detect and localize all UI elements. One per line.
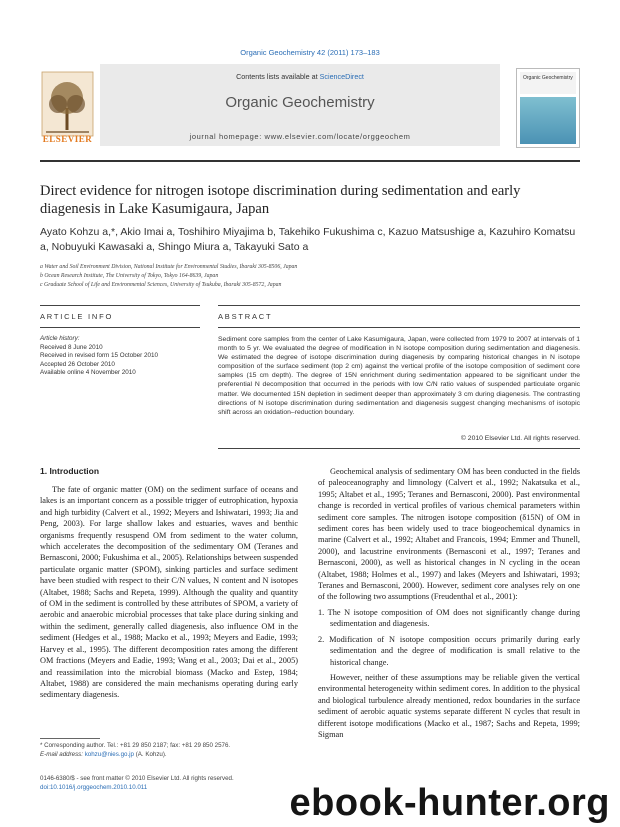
abstract-label: ABSTRACT bbox=[218, 312, 273, 321]
history-accepted: Accepted 26 October 2010 bbox=[40, 360, 115, 368]
copyright-line: © 2010 Elsevier Ltd. All rights reserved. bbox=[460, 435, 580, 442]
cover-journal-name: Organic Geochemistry bbox=[523, 75, 573, 81]
affiliations bbox=[40, 263, 580, 290]
footnote bbox=[40, 742, 300, 759]
intro-paragraph: The fate of organic matter (OM) on the sediment surface of oceans and lakes is an important concern as a possible trigger of eutrophication, hypoxia and high turbidity (Calvert et al., 1992; Meyers and Ishiwatari, 1993; Jia and Peng, 2003). For large shallow lakes and estuaries, waves and benthic organisms frequently resuspend OM from sediment to the water column, which accelerates the decomposition of the sedimentary OM (Teranes and Bernasconi, 2000; Fukushima et al., 2005). Relationships between suspended particulate organic matter (SPOM), sinking particles and surface sediment have been studied with respect to their C/N values, N content and N isotopes (Altabet, 1988; Sachs and Repeta, 1999). Although the quality and quantity of OM in the sediment is controlled by these attributes of SPOM, a variety of aerobic and anaerobic microbial processes that take place during sinking and within the sediment, generally called diagenesis, also influence OM in the sediment (Hedges et al., 1988; Macko et al., 1993; Meyers and Eadie, 1993; Harvey et al., 1995). The different decomposition rates among the different OM fractions (Meyers and Eadie, 1993; Wang et al., 2003; Dai et al., 2005) and reassimilation into the microbial biomass (Macko and Estep, 1984; Altabet, 1988) are considered the main mechanisms operating during early sedimentary diagenesis. bbox=[40, 485, 298, 700]
history-received: Received 8 June 2010 bbox=[40, 343, 103, 351]
masthead bbox=[40, 64, 580, 159]
article-title: Direct evidence for nitrogen isotope discrimination during sedimentation and early diagenesis in Lake Kasumigaura, Japan bbox=[40, 183, 521, 217]
introduction-heading: 1. Introduction bbox=[40, 466, 100, 476]
history-label: Article history: bbox=[40, 335, 80, 342]
article-info-rule bbox=[40, 305, 200, 306]
right-column bbox=[318, 466, 580, 740]
article-history bbox=[40, 335, 200, 378]
affiliation-c: c Graduate School of Life and Environmental Sciences, University of Tsukuba, Ibaraki 305-8572, Japan bbox=[40, 282, 282, 288]
contents-line bbox=[100, 72, 500, 81]
journal-cover-thumbnail bbox=[516, 68, 580, 148]
email-link[interactable]: kohzu@nies.go.jp bbox=[84, 750, 134, 758]
footnote-rule bbox=[40, 738, 100, 739]
issn-block bbox=[40, 775, 300, 792]
history-online: Available online 4 November 2010 bbox=[40, 369, 136, 376]
email-line bbox=[40, 751, 300, 760]
abstract-rule bbox=[218, 305, 580, 306]
journal-reference[interactable]: Organic Geochemistry 42 (2011) 173–183 bbox=[240, 48, 380, 57]
corresponding-author: * Corresponding author. Tel.: +81 29 850 2187; fax: +81 29 850 2576. bbox=[40, 742, 231, 749]
right-paragraph-2: However, neither of these assumptions may be reliable given the vertical environmental heterogeneity within sediment cores. In addition to the physical and biological turbulence already mentioned, redox boundaries in the surface sediment of aerobic aquatic systems separate different N cycles that result in different isotope modifications (Macko et al., 1987; Sachs and Repeta, 1999; Sigman bbox=[318, 672, 580, 739]
journal-homepage[interactable]: journal homepage: www.elsevier.com/locate/orggeochem bbox=[189, 132, 411, 141]
abstract-bottom-rule bbox=[218, 448, 580, 449]
assumptions-list bbox=[318, 607, 580, 668]
left-column bbox=[40, 484, 298, 701]
assumption-1: 1. The N isotope composition of OM does not significantly change during sedimentation and diagenesis. bbox=[318, 607, 580, 629]
email-suffix: (A. Kohzu). bbox=[133, 750, 167, 758]
masthead-rule bbox=[40, 160, 580, 162]
author-list: Ayato Kohzu a,*, Akio Imai a, Toshihiro Miyajima b, Takehiko Fukushima c, Kazuo Matsushige a, Kazuhiro Komatsu a, Nobuyuki Kawasaki a, Shingo Miura a, Takayuki Sato a bbox=[40, 226, 576, 253]
article-info-rule-2 bbox=[40, 327, 200, 328]
journal-title: Organic Geochemistry bbox=[225, 94, 375, 111]
email-label: E-mail address: bbox=[40, 750, 85, 758]
abstract-rule-2 bbox=[218, 327, 580, 328]
history-revised: Received in revised form 15 October 2010 bbox=[40, 352, 158, 359]
affiliation-a: a Water and Soil Environment Division, National Institute for Environmental Studies, Ibaraki 305-8506, Japan bbox=[40, 264, 298, 270]
front-matter-line: 0146-6380/$ - see front matter © 2010 Elsevier Ltd. All rights reserved. bbox=[40, 775, 234, 782]
assumption-2: 2. Modification of N isotope composition occurs primarily during early sedimentation and the degree of modification is small relative to the historical change. bbox=[318, 634, 580, 667]
affiliation-b: b Ocean Research Institute, The University of Tokyo, Tokyo 164-8639, Japan bbox=[40, 273, 219, 279]
abstract-text: Sediment core samples from the center of Lake Kasumigaura, Japan, were collected from 1979 to 2007 at intervals of 1 month to 5 yr. We evaluated the degree of modification in N isotope composition during sedimentation and diagenesis. We estimated the degree of isotope discrimination during diagenesis by comparing historical changes in N isotope composition of the surface sediment (top 2 cm) against the vertical profile of the isotope composition of sediment core samples (15 cm depth). The degree of 15N enrichment during sedimentation appeared to be significant under the preferential N decomposition that occurred in the periods with low C/N ratio values of suspended particulate organic matter. We documented 15N depletion in sediment deeper than approximately 3 cm during diagenesis. The contrasting directions of N isotope discrimination during sedimentation and diagenesis suggest changing mechanisms of isotopic shift across an oxidation–reduction boundary. bbox=[218, 336, 580, 416]
sciencedirect-link[interactable]: ScienceDirect bbox=[319, 72, 364, 81]
right-paragraph-1: Geochemical analysis of sedimentary OM has been conducted in the fields of paleoceanography and limnology (Calvert et al., 1992; Nakatsuka et al., 1995; Altabet et al., 1995; Teranes and Bernasconi, 2000). Past environmental change is recorded in vertical profiles of various chemical parameters within sediment core samples. The nitrogen isotope composition (δ15N) of OM in sediment cores has been widely used to trace biogeochemical dynamics in marine (Calvert et al., 1992; Altabet and Francois, 1994; Emmer and Thunell, 2000), and lacustrine environments (Bernasconi et al., 1997; Teranes and Bernasconi, 2000), as well as historical changes in N cycling in the ocean (Altabet, 1988; Holmes et al., 1997) and lakes (Meyers and Ishiwatari, 1993; Teranes and Bernasconi, 2000). However, sediment core analyses rely on one of the following two assumptions (Freudenthal et al., 2001): bbox=[318, 467, 580, 602]
elsevier-wordmark: ELSEVIER bbox=[42, 134, 93, 144]
contents-prefix: Contents lists available at bbox=[236, 72, 320, 81]
cover-artwork bbox=[520, 97, 576, 144]
watermark: ebook-hunter.org bbox=[289, 782, 610, 824]
doi-link[interactable]: doi:10.1016/j.orggeochem.2010.10.011 bbox=[40, 783, 148, 791]
article-info-label: ARTICLE INFO bbox=[40, 312, 114, 321]
